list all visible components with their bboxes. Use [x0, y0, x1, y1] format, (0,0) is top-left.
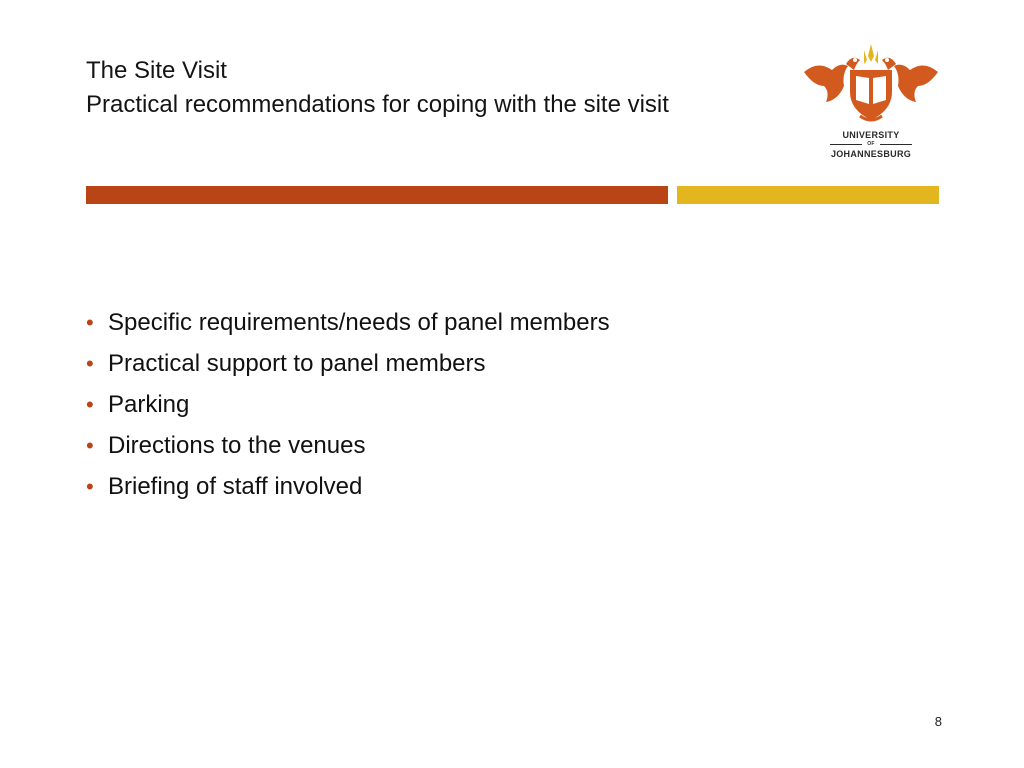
university-logo	[800, 40, 942, 164]
bullet-icon: •	[86, 351, 94, 376]
bullet-icon: •	[86, 392, 94, 417]
title-line-2: Practical recommendations for coping with the site visit	[86, 91, 669, 118]
bullet-text: Specific requirements/needs of panel members	[108, 309, 610, 336]
slide-title	[86, 54, 746, 122]
title-line-1: The Site Visit	[86, 57, 227, 84]
bullet-item	[86, 467, 846, 508]
logo-text-johannesburg: JOHANNESBURG	[830, 149, 912, 159]
bullet-item	[86, 385, 846, 426]
page-number: 8	[934, 714, 942, 729]
bullet-icon: •	[86, 310, 94, 335]
logo-rule-right	[880, 144, 912, 145]
bullet-item	[86, 344, 846, 385]
bullet-text: Directions to the venues	[108, 432, 366, 459]
crest-icon	[800, 40, 942, 130]
bullet-text: Practical support to panel members	[108, 350, 486, 377]
accent-bar-orange	[86, 186, 668, 204]
accent-bar-gold	[677, 186, 939, 204]
bullet-item	[86, 303, 846, 344]
bullet-icon: •	[86, 474, 94, 499]
bullet-text: Briefing of staff involved	[108, 473, 363, 500]
bullet-item	[86, 426, 846, 467]
bullet-icon: •	[86, 433, 94, 458]
logo-text-of: OF	[867, 141, 875, 147]
logo-text-university: UNIVERSITY	[842, 130, 900, 140]
bullet-text: Parking	[108, 391, 190, 418]
bullet-list	[86, 303, 846, 508]
